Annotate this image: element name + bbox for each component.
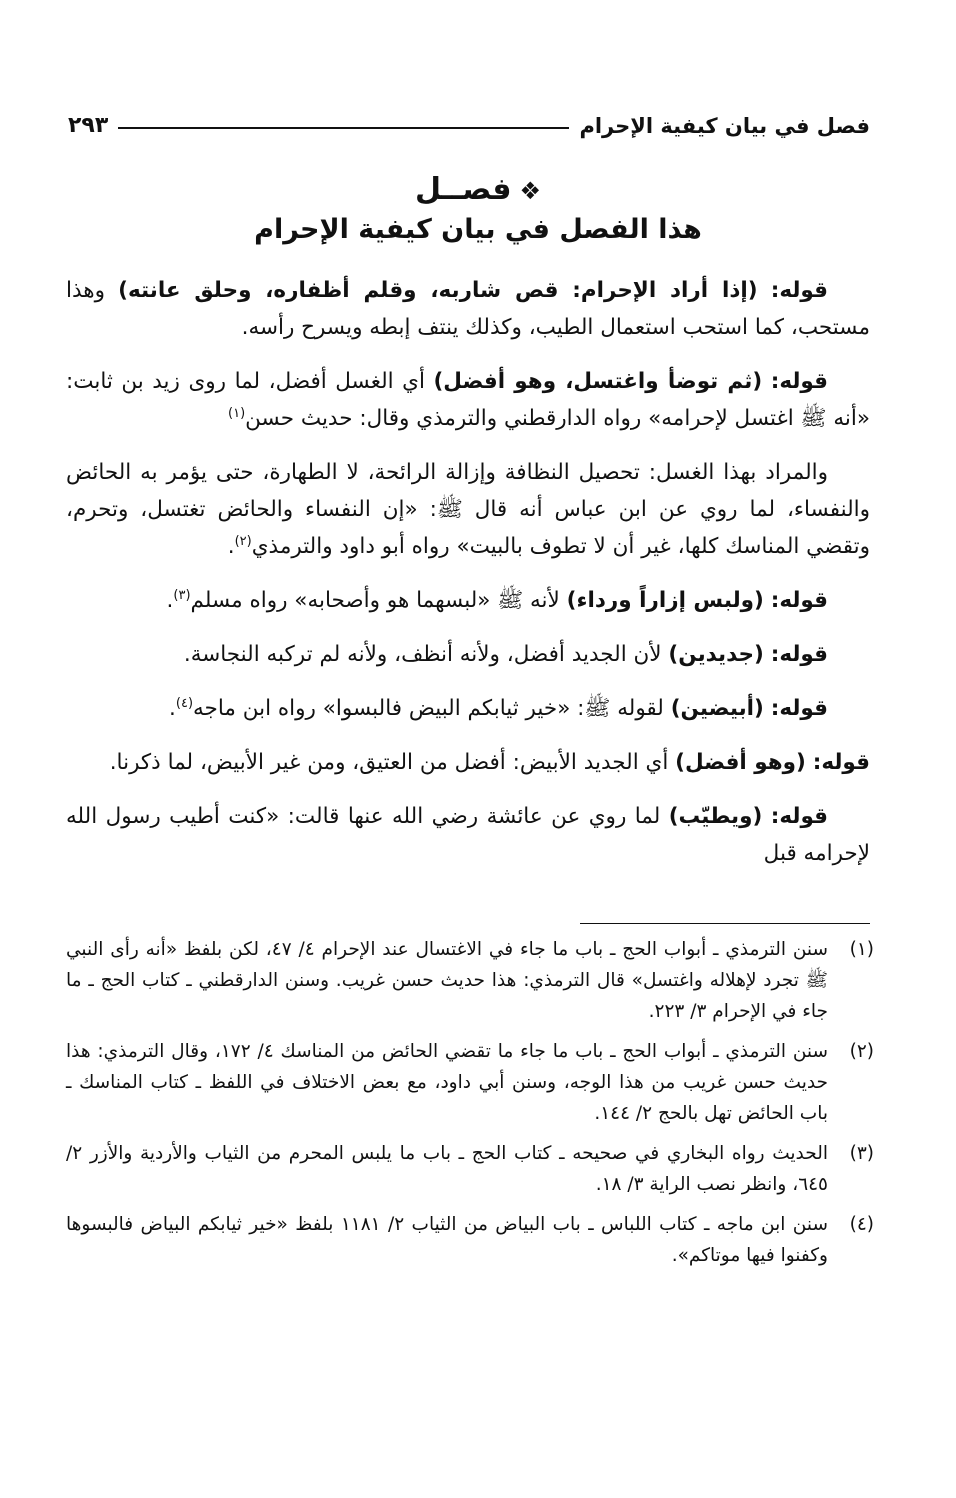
section-subtitle: هذا الفصل في بيان كيفية الإحرام (254, 214, 702, 245)
footnote-text: سنن الترمذي ـ أبواب الحج ـ باب ما جاء ما تقضي الحائض من المناسك ٤/ ١٧٢، وقال الترمذي: هذا حديث حسن غريب من هذا الوجه، وسنن أبي داود، مع بعض الاختلاف في اللفظ ـ كتاب المناسك ـ باب الحائض تهل بالحج ٢/ ١٤٤. (66, 1041, 828, 1124)
footnote-text: سنن الترمذي ـ أبواب الحج ـ باب ما جاء في الاغتسال عند الإحرام ٤/ ٤٧، لكن بلفظ «أنه رأى النبي ﷺ تجرد لإهلاله واغتسل» قال الترمذي: هذا حديث حسن غريب. وسنن الدارقطني ـ كتاب الحج ـ ما جاء في الإحرام ٣/ ٢٢٣. (66, 939, 828, 1022)
quoted-matn: (ويطيّب) (668, 804, 763, 829)
keyword: قوله: (770, 369, 828, 394)
paragraph: قوله: (أبيضين) لقوله ﷺ: «خير ثيابكم البيض فالبسوا» رواه ابن ماجه$^{(٤)}$. (169, 695, 828, 721)
running-header (68, 98, 870, 138)
keyword: قوله: (770, 588, 828, 613)
footnote-ref[interactable]: (٣) (173, 587, 191, 603)
footnote-ref[interactable]: (٤) (175, 695, 194, 711)
section-label: فصــل (414, 172, 512, 207)
footnote-number: (٣) (849, 1143, 874, 1164)
quoted-matn: (وهو أفضل) (675, 750, 806, 775)
footnote (66, 934, 874, 1027)
quoted-matn: (أبيضين) (670, 696, 764, 721)
header-rule (118, 127, 569, 129)
paragraph (66, 798, 870, 872)
footnote-number: (٢) (849, 1041, 874, 1062)
commentary: لما روي عن عائشة رضي الله عنها قالت: «كنت أطيب رسول الله لإحرامه قبل (66, 804, 870, 866)
footnote-ref[interactable]: (١) (228, 405, 246, 421)
quoted-matn: (إذا أراد الإحرام: قص شاربه، وقلم أظفاره، وحلق عانته) (118, 278, 758, 303)
footnote-divider (580, 923, 870, 924)
quoted-matn: (ثم توضأ واغتسل، وهو أفضل) (433, 369, 763, 394)
footnote (66, 1036, 874, 1129)
commentary: أي الغسل أفضل، لما روى زيد بن ثابت: «أنه ﷺ اغتسل لإحرامه» رواه الدارقطني والترمذي وقال: حديث حسن (66, 369, 870, 431)
footnote-number: (١) (849, 939, 874, 960)
keyword: قوله: (770, 696, 828, 721)
commentary: والمراد بهذا الغسل: تحصيل النظافة وإزالة الرائحة، لا الطهارة، حتى يؤمر به الحائض والنفساء، لما روي عن ابن عباس أنه قال ﷺ: «إن النفساء والحائض تغتسل، وتحرم، وتقضي المناسك كلها، غير أن لا تطوف بالبيت» رواه أبو داود والترمذي (66, 460, 870, 559)
ornament-icon: ❖ (519, 177, 541, 205)
paragraph: والمراد بهذا الغسل: تحصيل النظافة وإزالة الرائحة، لا الطهارة، حتى يؤمر به الحائض والنفساء، لما روي عن ابن عباس أنه قال ﷺ: «إن النفساء والحائض تغتسل، وتحرم، وتقضي المناسك كلها، غير أن لا تطوف بالبيت» رواه أبو داود والترمذي$^{(٢)}$. (66, 460, 870, 559)
page-number: ٢٩٣ (68, 113, 109, 138)
footnote-number: (٤) (849, 1214, 874, 1235)
footnote (66, 1138, 874, 1200)
running-title: فصل في بيان كيفية الإحرام (579, 114, 870, 138)
paragraph (66, 272, 870, 346)
commentary: أي الجديد الأبيض: أفضل من العتيق، ومن غير الأبيض، لما ذكرنا. (109, 750, 676, 775)
commentary: وهذا مستحب، كما استحب استعمال الطيب، وكذلك ينتف إبطه ويسرح رأسه. (66, 278, 870, 340)
footnote-ref[interactable]: (٢) (234, 533, 252, 549)
keyword: قوله: (812, 750, 870, 775)
keyword: قوله: (770, 804, 829, 829)
footnote-text: الحديث رواه البخاري في صحيحه ـ كتاب الحج ـ باب ما يلبس المحرم من الثياب والأردية والأزر ٢/ ٦٤٥، وانظر نصب الراية ٣/ ١٨. (66, 1143, 828, 1195)
paragraph (66, 363, 870, 437)
footnote (66, 1209, 874, 1271)
paragraph: قوله: (ولبس إزاراً ورداء) لأنه ﷺ «لبسهما هو وأصحابه» رواه مسلم$^{(٣)}$. (166, 587, 828, 613)
keyword: قوله: (770, 278, 828, 303)
footnote-text: سنن ابن ماجه ـ كتاب اللباس ـ باب البياض من الثياب ٢/ ١١٨١ بلفظ «خير ثيابكم البياض فالبسوها وكفنوا فيها موتاكم». (66, 1214, 828, 1266)
quoted-matn: (جديدين) (668, 642, 764, 667)
paragraph (66, 636, 870, 673)
section-heading (60, 172, 896, 207)
quoted-matn: (ولبس إزاراً ورداء) (566, 588, 764, 613)
commentary: لأنه ﷺ «لبسهما هو وأصحابه» رواه مسلم (190, 588, 567, 613)
keyword: قوله: (770, 642, 828, 667)
main-text (66, 272, 870, 889)
footnotes (66, 934, 874, 1280)
commentary: لأن الجديد أفضل، ولأنه أنظف، ولأنه لم تركبه النجاسة. (183, 642, 669, 667)
paragraph (66, 744, 870, 781)
commentary: لقوله ﷺ: «خير ثيابكم البيض فالبسوا» رواه ابن ماجه (193, 696, 671, 721)
